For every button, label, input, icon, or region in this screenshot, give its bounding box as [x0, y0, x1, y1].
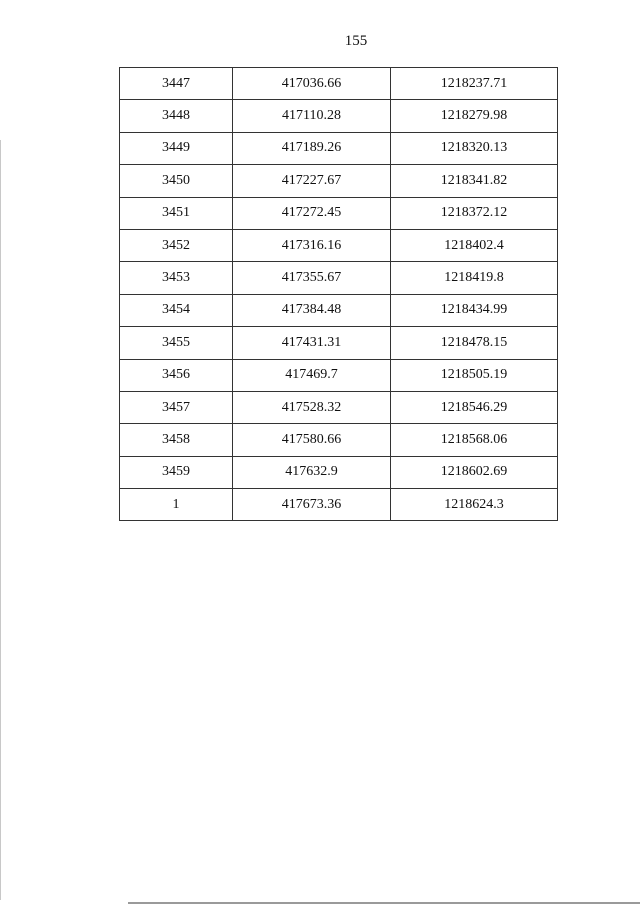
y-coordinate-cell: 1218546.29: [391, 391, 558, 423]
y-coordinate-cell: 1218320.13: [391, 132, 558, 164]
y-coordinate-cell: 1218341.82: [391, 165, 558, 197]
x-coordinate-cell: 417632.9: [233, 456, 391, 488]
x-coordinate-cell: 417227.67: [233, 165, 391, 197]
x-coordinate-cell: 417036.66: [233, 68, 391, 100]
x-coordinate-cell: 417316.16: [233, 229, 391, 261]
y-coordinate-cell: 1218478.15: [391, 327, 558, 359]
page-edge-bottom: [128, 902, 640, 904]
table-row: [120, 100, 558, 132]
y-coordinate-cell: 1218402.4: [391, 229, 558, 261]
table-row: [120, 68, 558, 100]
y-coordinate-cell: 1218279.98: [391, 100, 558, 132]
y-coordinate-cell: 1218372.12: [391, 197, 558, 229]
point-number-cell: 3450: [120, 165, 233, 197]
table-row: [120, 489, 558, 521]
x-coordinate-cell: 417110.28: [233, 100, 391, 132]
x-coordinate-cell: 417580.66: [233, 424, 391, 456]
table-row: [120, 132, 558, 164]
x-coordinate-cell: 417469.7: [233, 359, 391, 391]
x-coordinate-cell: 417272.45: [233, 197, 391, 229]
point-number-cell: 3457: [120, 391, 233, 423]
point-number-cell: 3459: [120, 456, 233, 488]
table-row: [120, 165, 558, 197]
x-coordinate-cell: 417384.48: [233, 294, 391, 326]
x-coordinate-cell: 417355.67: [233, 262, 391, 294]
x-coordinate-cell: 417431.31: [233, 327, 391, 359]
table-row: [120, 456, 558, 488]
y-coordinate-cell: 1218434.99: [391, 294, 558, 326]
table-row: [120, 424, 558, 456]
page-edge-left: [0, 140, 1, 900]
y-coordinate-cell: 1218568.06: [391, 424, 558, 456]
y-coordinate-cell: 1218237.71: [391, 68, 558, 100]
point-number-cell: 3453: [120, 262, 233, 294]
y-coordinate-cell: 1218419.8: [391, 262, 558, 294]
point-number-cell: 3454: [120, 294, 233, 326]
point-number-cell: 3449: [120, 132, 233, 164]
table-row: [120, 294, 558, 326]
point-number-cell: 3452: [120, 229, 233, 261]
page-number: 155: [344, 33, 368, 49]
point-number-cell: 3456: [120, 359, 233, 391]
y-coordinate-cell: 1218602.69: [391, 456, 558, 488]
point-number-cell: 3455: [120, 327, 233, 359]
x-coordinate-cell: 417528.32: [233, 391, 391, 423]
table-row: [120, 359, 558, 391]
coordinates-table-body: [120, 68, 558, 521]
coordinates-table: [119, 67, 558, 521]
table-row: [120, 229, 558, 261]
table-row: [120, 262, 558, 294]
table-row: [120, 327, 558, 359]
x-coordinate-cell: 417189.26: [233, 132, 391, 164]
point-number-cell: 3447: [120, 68, 233, 100]
table-row: [120, 197, 558, 229]
y-coordinate-cell: 1218505.19: [391, 359, 558, 391]
y-coordinate-cell: 1218624.3: [391, 489, 558, 521]
point-number-cell: 3448: [120, 100, 233, 132]
table-row: [120, 391, 558, 423]
point-number-cell: 1: [120, 489, 233, 521]
x-coordinate-cell: 417673.36: [233, 489, 391, 521]
point-number-cell: 3458: [120, 424, 233, 456]
point-number-cell: 3451: [120, 197, 233, 229]
